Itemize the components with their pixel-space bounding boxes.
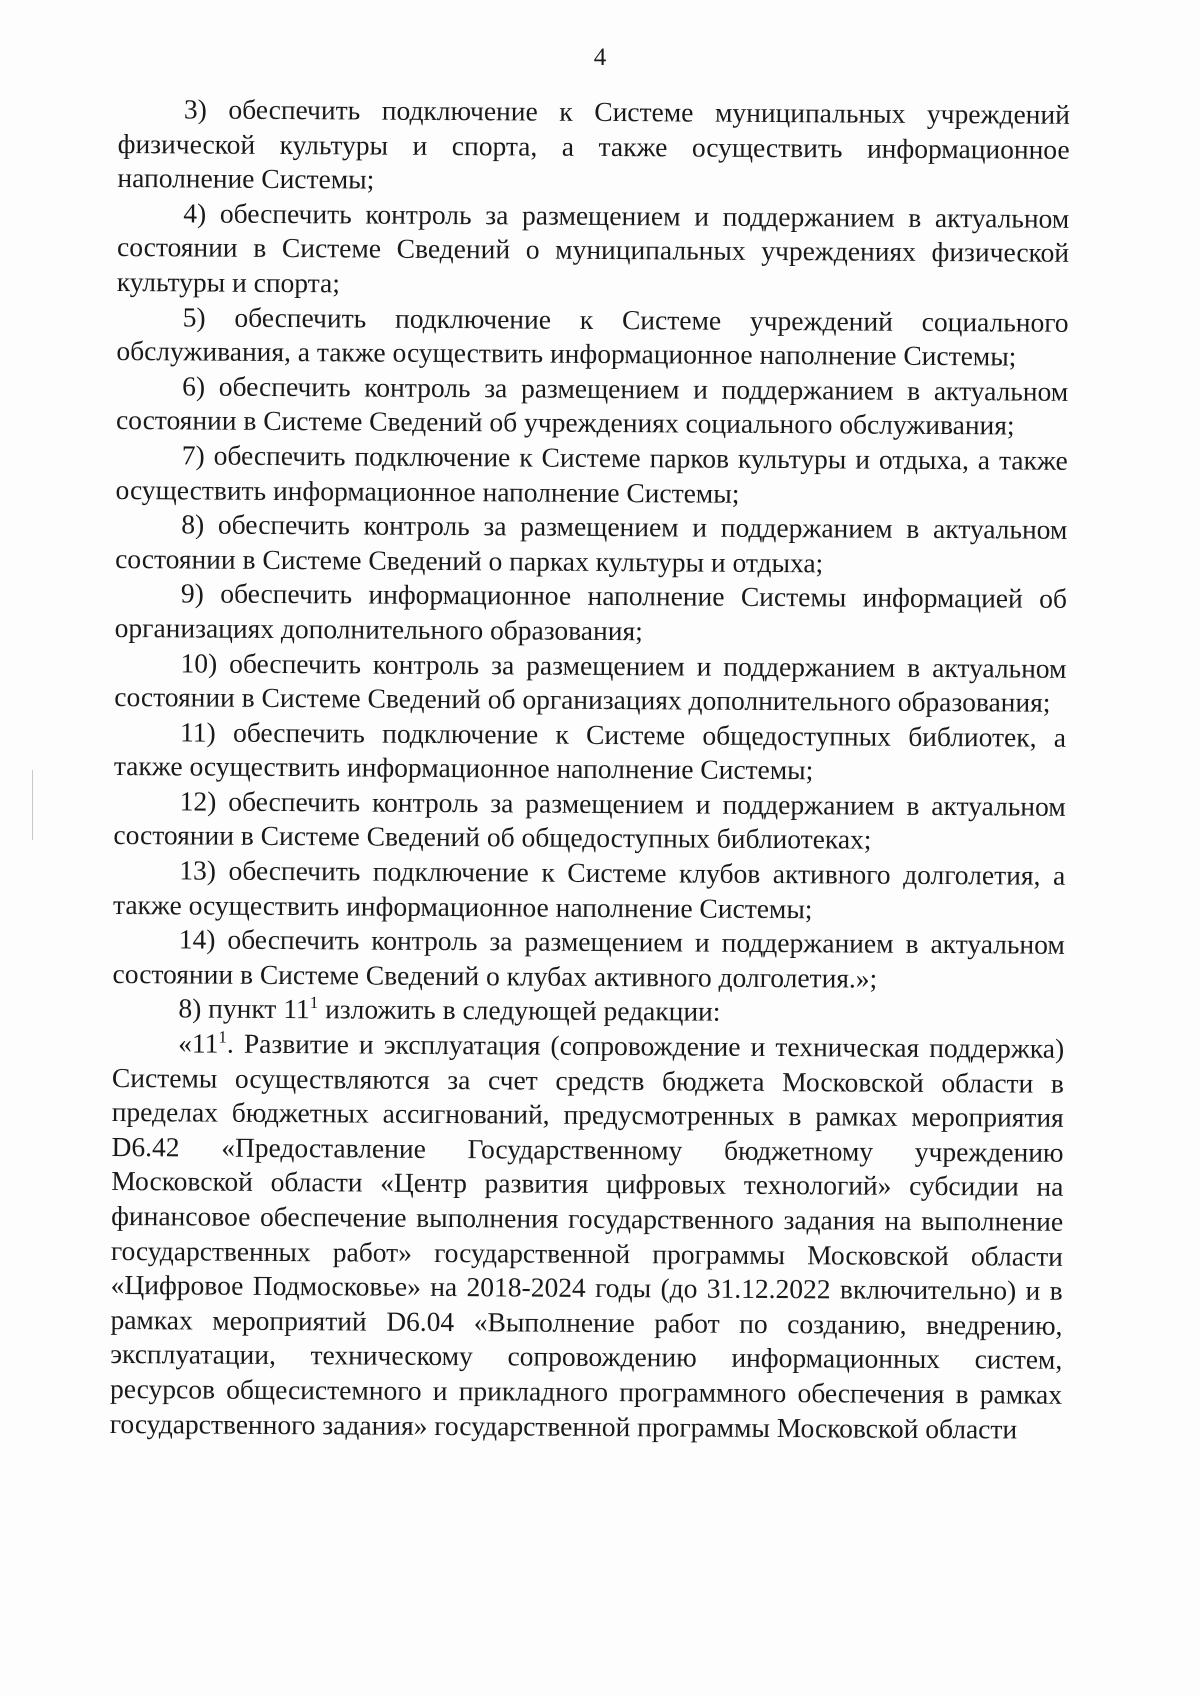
superscript: 1 [218,1027,228,1047]
document-body [110,92,1070,1447]
quoted-clause-text: . Развитие и эксплуатация (сопровождение и техническая поддержка) Системы осуществляются за счет средств бюджета Московской области в пределах бюджетных ассигнований, предусмотренных в рамках мероприятия D6.42 «Предоставление Государственному бюджетному учреждению Московской области «Центр развития цифровых технологий» субсидии на финансовое обеспечение выполнения государственного задания на выполнение государственных работ» государственной программы Московской области «Цифровое Подмосковье» на 2018-2024 годы (до 31.12.2022 включительно) и в рамках мероприятий D6.04 «Выполнение работ по созданию, внедрению, эксплуатации, техническому сопровождению информационных систем, ресурсов общесистемного и прикладного программного обеспечения в рамках государственного задания» государственной программы Московской области [109,1027,1065,1445]
page-number: 4 [593,44,607,71]
list-item-14: 14) обеспечить контроль за размещением и поддержанием в актуальном состоянии в Системе Сведений о клубах активного долголетия.»; [112,923,1065,994]
list-item-10: 10) обеспечить контроль за размещением и поддержанием в актуальном состоянии в Системе Сведений об организациях дополнительного образования; [114,646,1067,718]
list-item-7: 7) обеспечить подключение к Системе парков культуры и отдыха, а также осуществить информационное наполнение Системы; [115,439,1068,509]
quoted-clause-number: «11 [178,1027,219,1059]
list-item-6: 6) обеспечить контроль за размещением и поддержанием в актуальном состоянии в Системе Сведений об учреждениях социального обслуживания; [115,370,1069,441]
list-item-5: 5) обеспечить подключение к Системе учреждений социального обслуживания, а также осуществить информационное наполнение Системы; [116,300,1069,372]
quoted-clause-11-1 [110,1026,1065,1447]
list-item-11: 11) обеспечить подключение к Системе общедоступных библиотек, а также осуществить информационное наполнение Системы; [113,716,1067,786]
list-item-9: 9) обеспечить информационное наполнение Системы информацией об организациях дополнительного образования; [114,577,1068,647]
scan-artifact [32,770,33,840]
amendment-item-8 [112,991,1064,1031]
amendment-item-8-text: 8) пункт 11 [178,992,310,1025]
list-item-12: 12) обеспечить контроль за размещением и поддержанием в актуальном состоянии в Системе Сведений об общедоступных библиотеках; [113,785,1066,856]
list-item-3: 3) обеспечить подключение к Системе муниципальных учреждений физической культуры и спорта, а также осуществить информационное наполнение Системы; [117,93,1070,195]
list-item-8: 8) обеспечить контроль за размещением и поддержанием в актуальном состоянии в Системе Сведений о парках культуры и отдыха; [115,508,1068,579]
list-item-4: 4) обеспечить контроль за размещением и поддержанием в актуальном состоянии в Системе Сведений о муниципальных учреждениях физической культуры и спорта; [116,197,1070,299]
amendment-item-8-text-end: изложить в следующей редакции: [318,993,721,1028]
superscript: 1 [309,993,319,1013]
list-item-13: 13) обеспечить подключение к Системе клубов активного долголетия, а также осуществить информационное наполнение Системы; [112,854,1066,924]
